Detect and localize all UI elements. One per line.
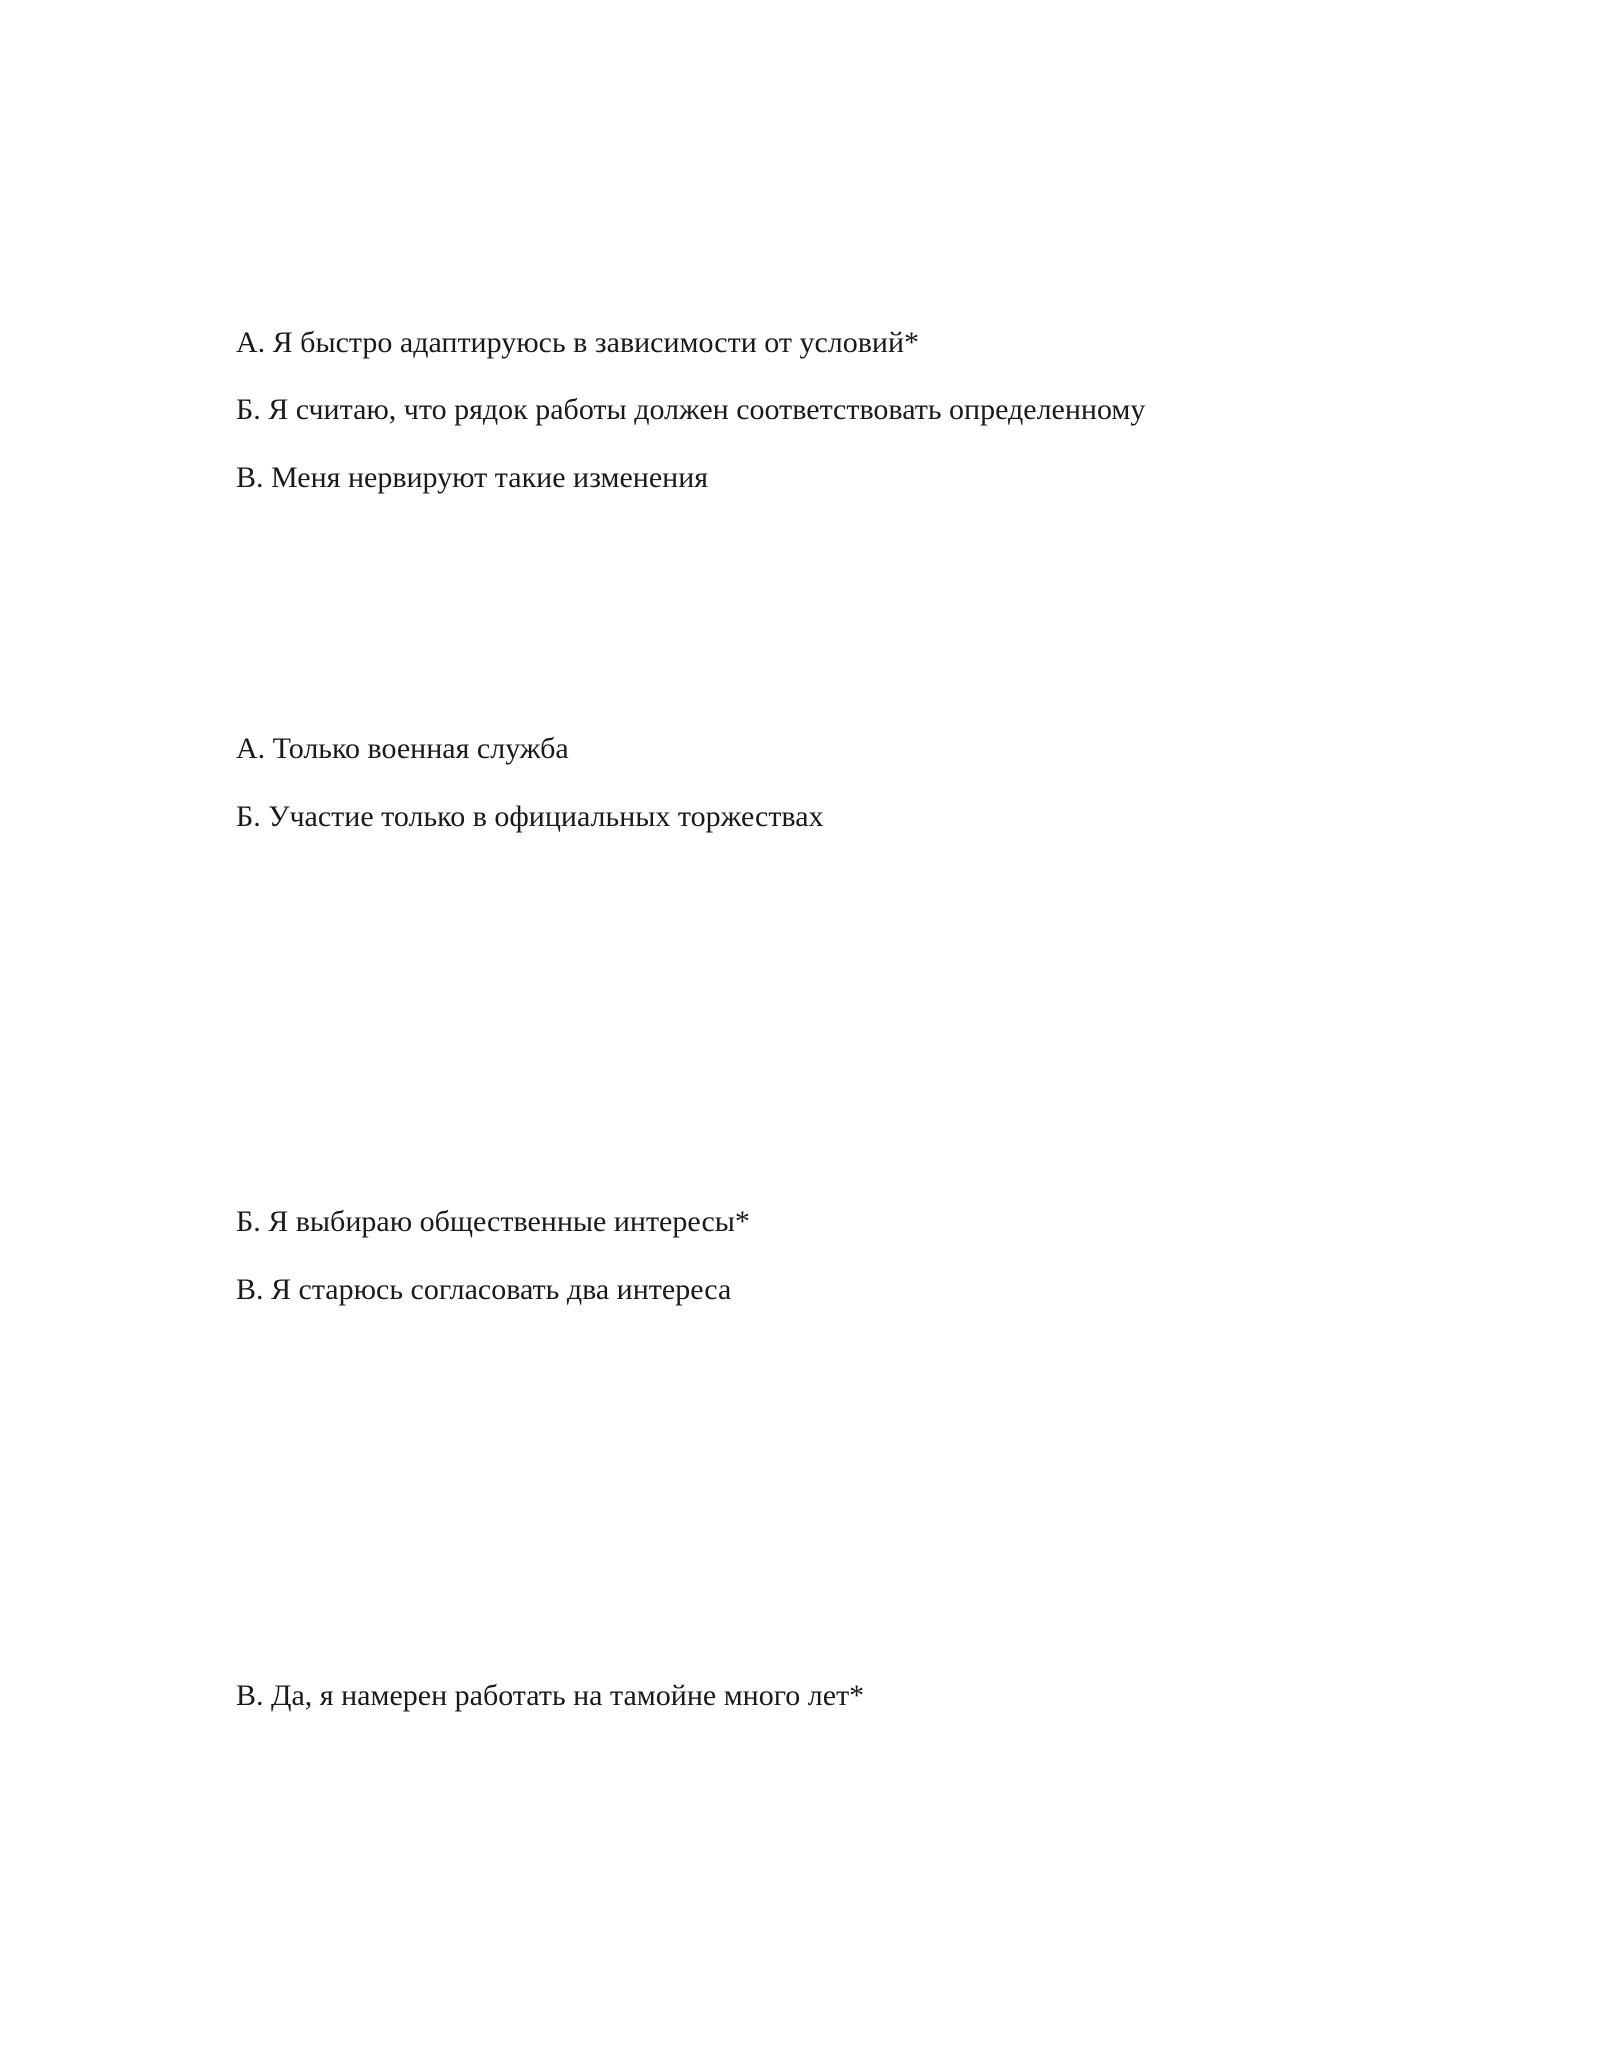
answer-option: Б. Я считаю, что рядок работы должен соответствовать определенному: [236, 393, 1146, 426]
answer-option: Б. Я выбираю общественные интересы*: [236, 1205, 750, 1238]
answer-option: А. Только военная служба: [236, 732, 569, 765]
answer-option: В. Я старюсь согласовать два интереса: [236, 1273, 732, 1306]
answer-option: В. Меня нервируют такие изменения: [236, 461, 709, 494]
answer-option: А. Я быстро адаптируюсь в зависимости от условий*: [236, 326, 920, 359]
answer-option: Б. Участие только в официальных торжествах: [236, 800, 824, 833]
answer-option: В. Да, я намерен работать на тамойне много лет*: [236, 1679, 865, 1712]
